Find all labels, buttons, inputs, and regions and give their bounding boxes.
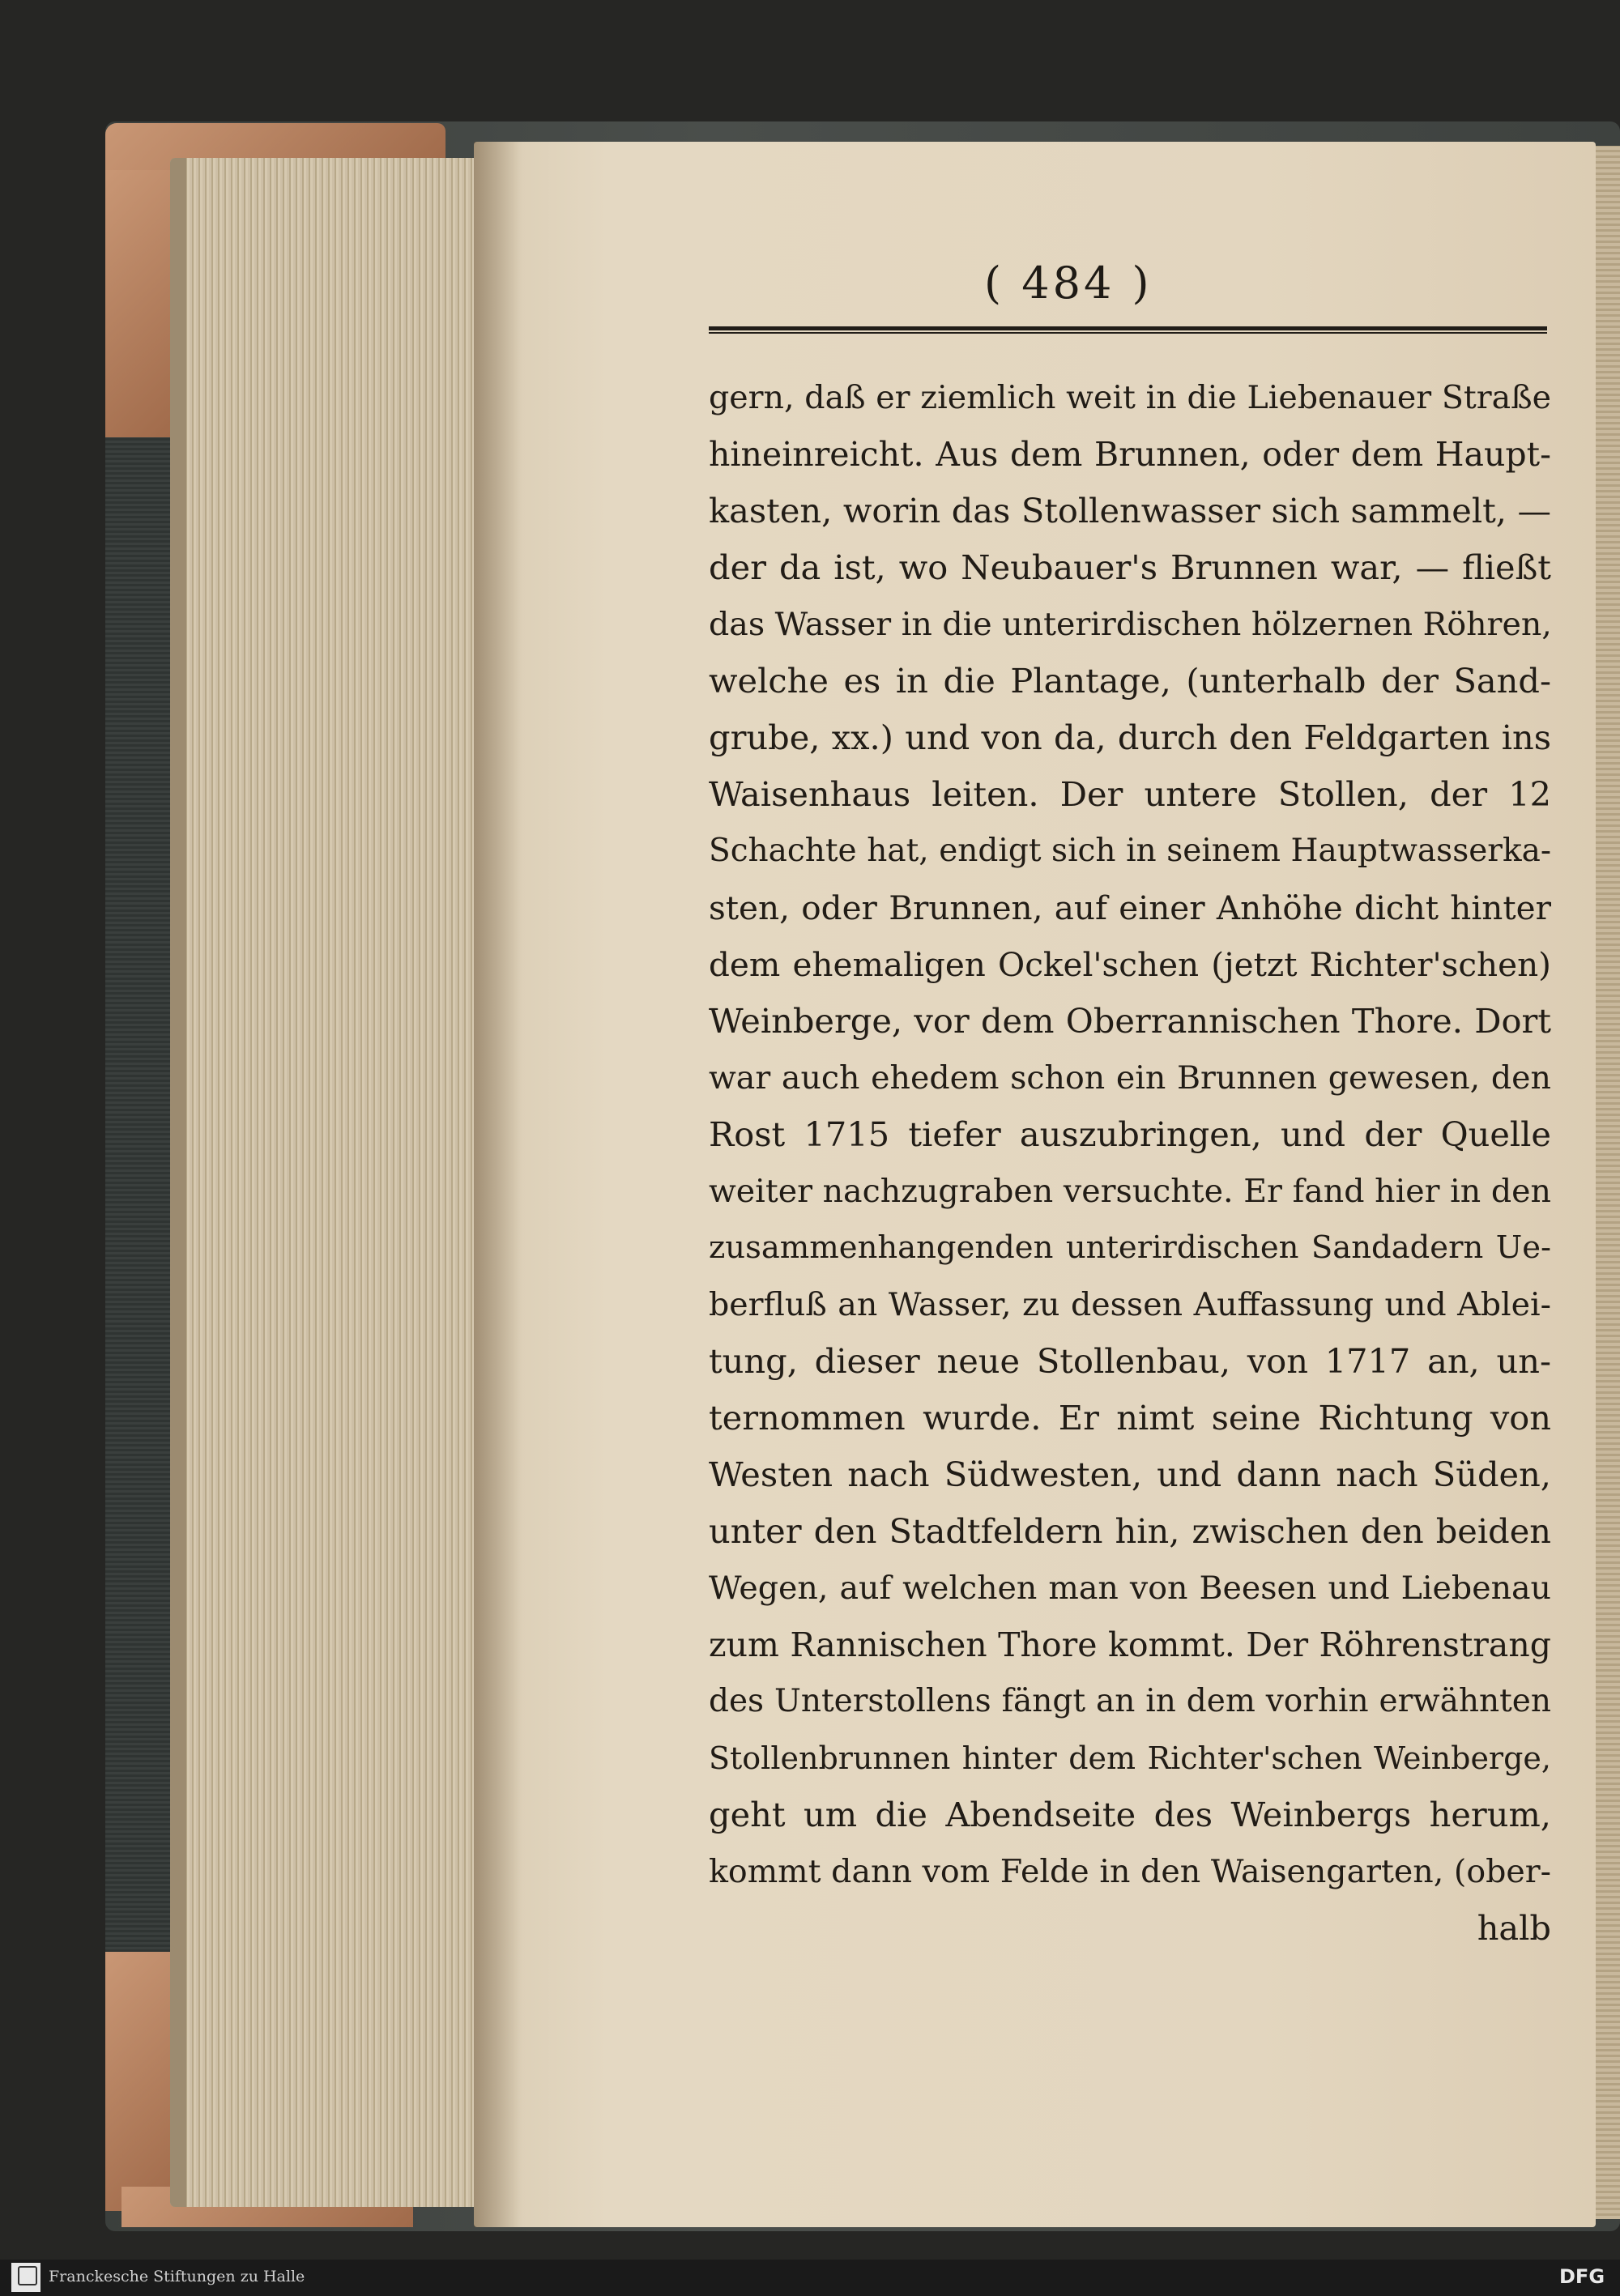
text-line: dem ehemaligen Ockel'schen (jetzt Richter'schen) [709,945,1551,984]
text-line: war auch ehedem schon ein Brunnen gewesen, den [709,1059,1551,1097]
text-line: berfluß an Wasser, zu dessen Auffassung und Ablei- [709,1286,1551,1323]
text-line: Wegen, auf welchen man von Beesen und Liebenau [709,1570,1551,1607]
text-line: hineinreicht. Aus dem Brunnen, oder dem Haupt- [709,435,1551,474]
text-line: geht um die Abendseite des Weinbergs herum, [709,1795,1551,1834]
text-line: Rost 1715 tiefer auszubringen, und der Quelle [709,1114,1551,1154]
institution-logo-mark-icon [18,2266,37,2285]
text-line: ternommen wurde. Er nimt seine Richtung von [709,1398,1551,1438]
text-line: grube, xx.) und von da, durch den Feldgarten ins [709,718,1551,757]
text-line: gern, daß er ziemlich weit in die Liebenauer Straße [709,379,1551,416]
page-body [709,369,1551,1957]
gutter-shadow [474,142,522,2227]
text-line: weiter nachzugraben versuchte. Er fand hier in den [709,1173,1551,1210]
dfg-logo: DFG [1559,2265,1605,2288]
institution-name: Franckesche Stiftungen zu Halle [49,2268,305,2285]
header-rule-thin [709,332,1547,334]
page-edges [170,158,486,2207]
text-line: Schachte hat, endigt sich in seinem Hauptwasserka- [709,833,1551,869]
text-line: das Wasser in die unterirdischen hölzernen Röhren, [709,606,1552,643]
text-line: der da ist, wo Neubauer's Brunnen war, — fließt [709,547,1551,587]
text-line: des Unterstollens fängt an in dem vorhin erwähnten [709,1683,1551,1719]
cloth-binding [105,437,174,1952]
leather-spine-top [105,170,174,437]
text-line: unter den Stadtfeldern hin, zwischen den beiden [709,1511,1551,1551]
text-line: kommt dann vom Felde in den Waisengarten, (ober- [709,1853,1551,1890]
text-line: Stollenbrunnen hinter dem Richter'schen Weinberge, [709,1740,1551,1776]
text-line: zum Rannischen Thore kommt. Der Röhrenstrang [709,1625,1551,1664]
text-line: welche es in die Plantage, (unterhalb der Sand- [709,661,1551,701]
text-line: Waisenhaus leiten. Der untere Stollen, der 12 [709,774,1551,814]
text-line: kasten, worin das Stollenwasser sich sammelt, — [709,491,1551,530]
page-edges-shadow [170,158,186,2207]
text-line: sten, oder Brunnen, auf einer Anhöhe dicht hinter [709,888,1551,927]
text-line: Weinberge, vor dem Oberrannischen Thore. Dort [709,1001,1551,1041]
page-number-header: ( 484 ) [984,258,1153,309]
text-line: zusammenhangenden unterirdischen Sandadern Ue- [709,1229,1551,1266]
header-rule [709,326,1547,330]
text-line: Westen nach Südwesten, und dann nach Süden, [709,1455,1551,1494]
leather-spine-bottom [105,1952,174,2211]
catchword: halb [1477,1908,1551,1948]
text-line: tung, dieser neue Stollenbau, von 1717 an, un- [709,1341,1551,1381]
